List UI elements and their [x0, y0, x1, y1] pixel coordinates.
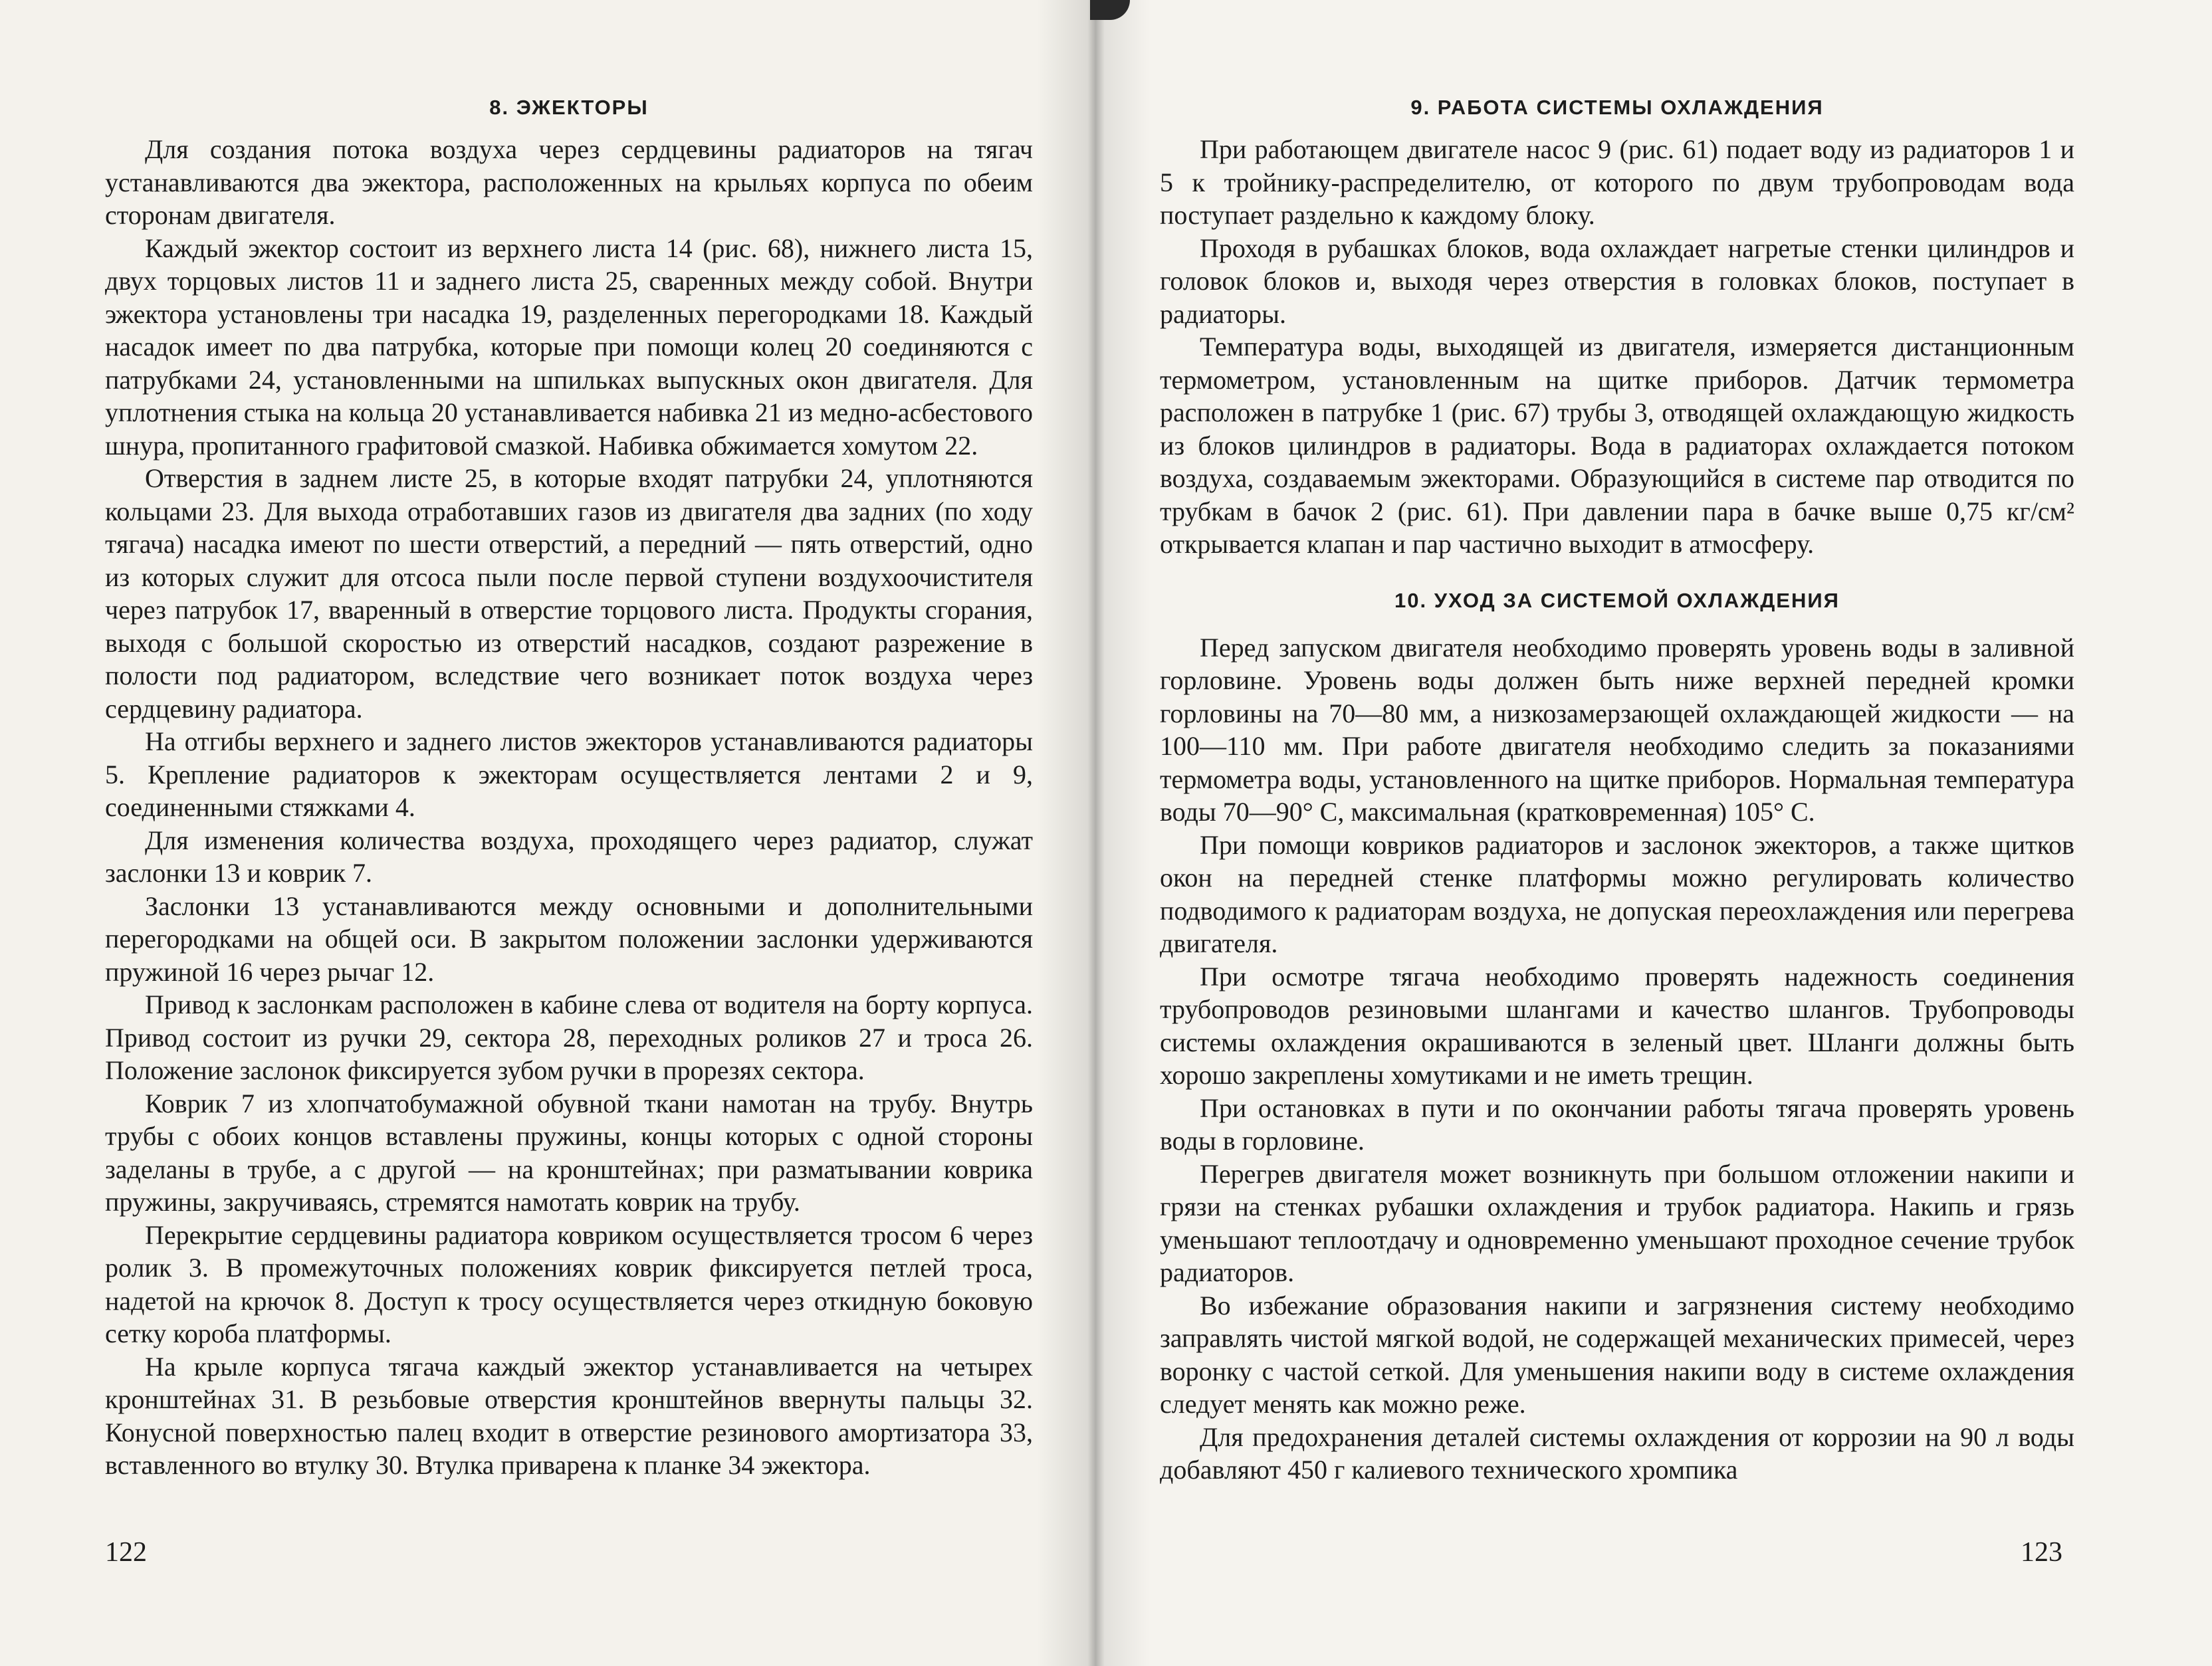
paragraph: При осмотре тягача необходимо проверять надежность соединения трубопроводов резиновыми шлангами и качество шлангов. Трубопроводы системы охлаждения окрашиваются в зеленый цвет. Шланги должны быть хорошо закреплены хомутиками и не иметь трещин.	[1160, 961, 2074, 1090]
paragraph: При остановках в пути и по окончании работы тягача проверять уровень воды в горловине.	[1160, 1093, 2074, 1156]
paragraph: На крыле корпуса тягача каждый эжектор устанавливается на четырех кронштейнах 31. В резьбовые отверстия кронштейнов ввернуты пальцы 32. Конусной поверхностью палец входит в отверстие резинового амортизатора 33, вставленного во втулку 30. Втулка приварена к планке 34 эжектора.	[105, 1351, 1033, 1480]
paragraph: Для предохранения деталей системы охлаждения от коррозии на 90 л воды добавляют 450 г калиевого технического хромпика	[1160, 1421, 2074, 1485]
paragraph: Отверстия в заднем листе 25, в которые входят патрубки 24, уплотняются кольцами 23. Для выхода отработавших газов из двигателя два задних (по ходу тягача) насадка имеют по шести отверстий, а передний — пять отверстий, одно из которых служит для отсоса пыли после первой ступени воздухоочистителя через патрубок 17, вваренный в отверстие торцового листа. Продукты сгорания, выходя с большой скоростью из отверстий насадков, создают разрежение в полости под радиатором, вследствие чего возникает поток воздуха через сердцевину радиатора.	[105, 463, 1033, 724]
page-number-right: 123	[2021, 1537, 2062, 1568]
right-page-text	[1160, 85, 2074, 1487]
section-heading-cooling-operation: 9. РАБОТА СИСТЕМЫ ОХЛАЖДЕНИЯ	[1410, 96, 1824, 119]
section-heading-ejectors: 8. ЭЖЕКТОРЫ	[489, 96, 649, 119]
paragraph: Для изменения количества воздуха, проходящего через радиатор, служат заслонки 13 и коврик 7.	[105, 825, 1033, 888]
paragraph: Проходя в рубашках блоков, вода охлаждает нагретые стенки цилиндров и головок блоков и, выходя через отверстия в головках блоков, поступает в радиаторы.	[1160, 233, 2074, 329]
section-heading-cooling-maintenance: 10. УХОД ЗА СИСТЕМОЙ ОХЛАЖДЕНИЯ	[1394, 588, 1840, 612]
left-page-text	[105, 85, 1033, 1482]
paragraph: Перед запуском двигателя необходимо проверять уровень воды в заливной горловине. Уровень воды должен быть ниже верхней передней кромки горловины на 70—80 мм, а низкозамерзающей охлаждающей жидкости — на 100—110 мм. При работе двигателя необходимо следить за показаниями термометра воды, установленного на щитке приборов. Нормальная температура воды 70—90° С, максимальная (кратковременная) 105° С.	[1160, 632, 2074, 827]
page-number-left: 122	[105, 1537, 147, 1568]
paragraph: При работающем двигателе насос 9 (рис. 61) подает воду из радиаторов 1 и 5 к тройнику-распределителю, от которого по двум трубопроводам вода поступает раздельно к каждому блоку.	[1160, 134, 2074, 230]
paragraph: Заслонки 13 устанавливаются между основными и дополнительными перегородками на общей оси. В закрытом положении заслонки удерживаются пружиной 16 через рычаг 12.	[105, 890, 1033, 987]
paragraph: Температура воды, выходящей из двигателя, измеряется дистанционным термометром, установленным на щитке приборов. Датчик термометра расположен в патрубке 1 (рис. 67) трубы 3, отводящей охлаждающую жидкость из блоков цилиндров в радиаторы. Вода в радиаторах охлаждается потоком воздуха, создаваемым эжекторами. Образующийся в системе пар отводится по трубкам в бачок 2 (рис. 61). При давлении пара в бачке выше 0,75 кг/см² открывается клапан и пар частично выходит в атмосферу.	[1160, 332, 2074, 559]
paragraph: Во избежание образования накипи и загрязнения систему необходимо заправлять чистой мягкой водой, не содержащей механических примесей, через воронку с частой сеткой. Для уменьшения накипи воду в системе охлаждения следует менять как можно реже.	[1160, 1290, 2074, 1419]
paragraph: При помощи ковриков радиаторов и заслонок эжекторов, а также щитков окон на передней стенке платформы можно регулировать количество подводимого к радиаторам воздуха, не допуская переохлаждения или перегрева двигателя.	[1160, 829, 2074, 958]
paragraph: Для создания потока воздуха через сердцевины радиаторов на тягач устанавливаются два эжектора, расположенных на крыльях корпуса по обеим сторонам двигателя.	[105, 134, 1033, 230]
paragraph: Перегрев двигателя может возникнуть при большом отложении накипи и грязи на стенках рубашки охлаждения и трубок радиатора. Накипь и грязь уменьшают теплоотдачу и одновременно уменьшают проходное сечение трубок радиаторов.	[1160, 1158, 2074, 1287]
paragraph: На отгибы верхнего и заднего листов эжекторов устанавливаются радиаторы 5. Крепление радиаторов к эжекторам осуществляется лентами 2 и 9, соединенными стяжками 4.	[105, 726, 1033, 822]
paragraph: Привод к заслонкам расположен в кабине слева от водителя на борту корпуса. Привод состоит из ручки 29, сектора 28, переходных роликов 27 и троса 26. Положение заслонок фиксируется зубом ручки в прорезях сектора.	[105, 989, 1033, 1085]
paragraph: Коврик 7 из хлопчатобумажной обувной ткани намотан на трубу. Внутрь трубы с обоих концов вставлены пружины, концы которых с одной стороны заделаны в трубе, а с другой — на кронштейнах; при разматывании коврика пружины, закручиваясь, стремятся намотать коврик на трубу.	[105, 1088, 1033, 1217]
paragraph: Перекрытие сердцевины радиатора ковриком осуществляется тросом 6 через ролик 3. В промежуточных положениях коврик фиксируется петлей троса, надетой на крючок 8. Доступ к тросу осуществляется через откидную боковую сетку короба платформы.	[105, 1219, 1033, 1348]
paragraph: Каждый эжектор состоит из верхнего листа 14 (рис. 68), нижнего листа 15, двух торцовых листов 11 и заднего листа 25, сваренных между собой. Внутри эжектора установлены три насадка 19, разделенных перегородками 18. Каждый насадок имеет по два патрубка, которые при помощи колец 20 соединяются с патрубками 24, установленными на шпильках выпускных окон двигателя. Для уплотнения стыка на кольца 20 устанавливается набивка 21 из медно-асбестового шнура, пропитанного графитовой смазкой. Набивка обжимается хомутом 22.	[105, 233, 1033, 461]
